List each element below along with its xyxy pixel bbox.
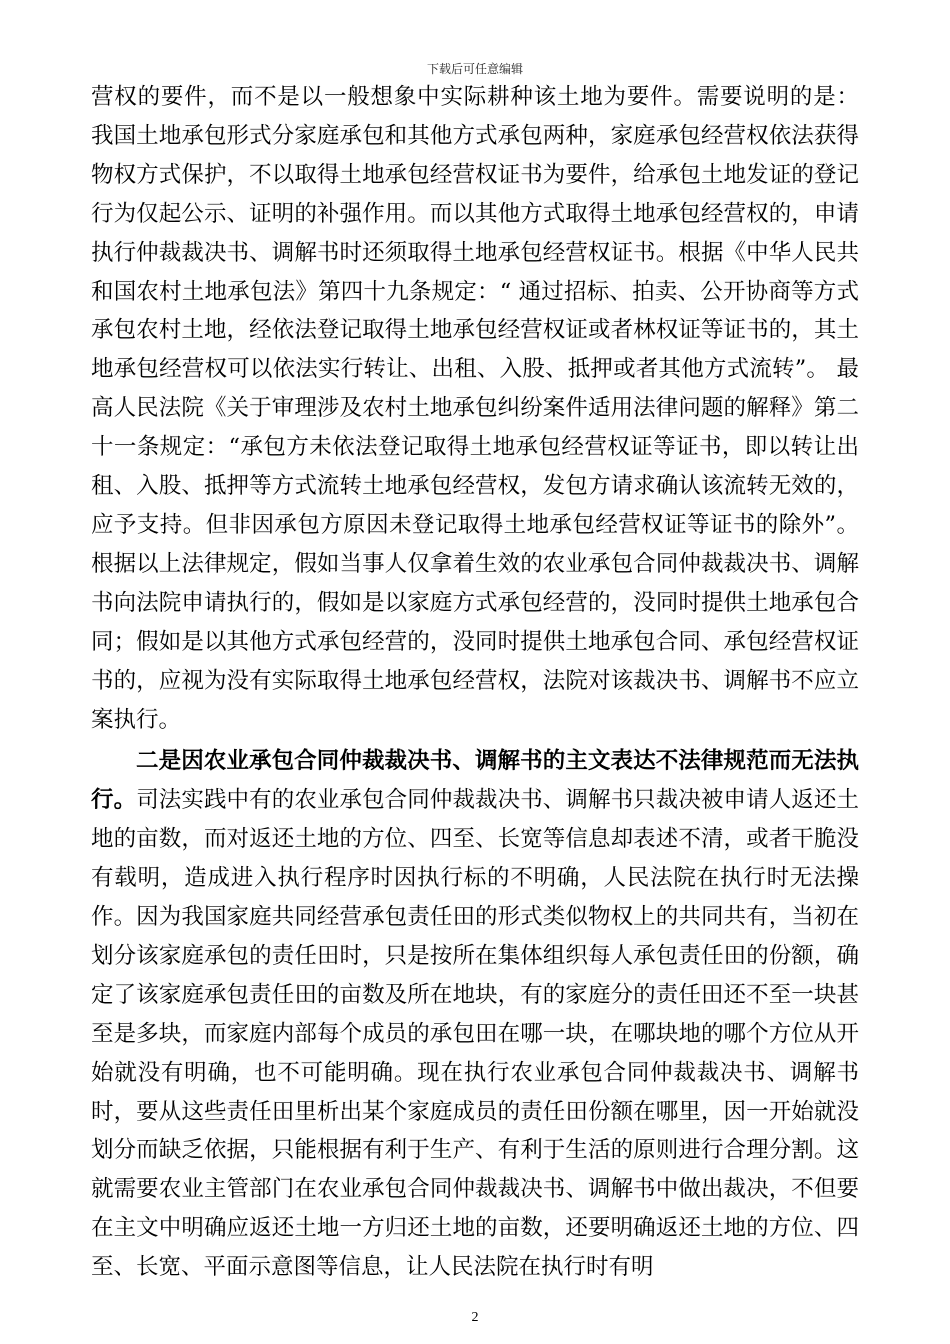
- paragraph-1: 营权的要件，而不是以一般想象中实际耕种该土地为要件。需要说明的是： 我国土地承包形式分家庭承包和其他方式承包两种，家庭承包经营权依法获得物权方式保护，不以取得土地承包经营权证书为要件，给承包土地发证的登记行为仅起公示、证明的补强作用。而以其他方式取得土地承包经营权的，申请执行仲裁裁决书、调解书时还须取得土地承包经营权证书。根据《中华人民共和国农村土地承包法》第四十九条规定：“ 通过招标、拍卖、公开协商等方式承包农村土地，经依法登记取得土地承包经营权证或者林权证等证书的，其土地承包经营权可以依法实行转让、出租、入股、抵押或者其他方式流转”。 最高人民法院《关于审理涉及农村土地承包纠纷案件适用法律问题的解释》第二十一条规定：“承包方未依法登记取得土地承包经营权证等证书，即以转让出租、入股、抵押等方式流转土地承包经营权，发包方请求确认该流转无效的，应予支持。但非因承包方原因未登记取得土地承包经营权证等证书的除外”。根据以上法律规定，假如当事人仅拿着生效的农业承包合同仲裁裁决书、调解书向法院申请执行的，假如是以家庭方式承包经营的，没同时提供土地承包合同；假如是以其他方式承包经营的，没同时提供土地承包合同、承包经营权证书的，应视为没有实际取得土地承包经营权，法院对该裁决书、调解书不应立案执行。: [91, 84, 860, 733]
- paragraph-2-text: 司法实践中有的农业承包合同仲裁裁决书、调解书只裁决被申请人返还土地的亩数，而对返还土地的方位、四至、长宽等信息却表述不清，或者干脆没有载明，造成进入执行程序时因执行标的不明确，人民法院在执行时无法操作。因为我国家庭共同经营承包责任田的形式类似物权上的共同共有，当初在划分该家庭承包的责任田时，只是按所在集体组织每人承包责任田的份额，确定了该家庭承包责任田的亩数及所在地块，有的家庭分的责任田还不至一块甚至是多块，而家庭内部每个成员的承包田在哪一块，在哪块地的哪个方位从开始就没有明确，也不可能明确。现在执行农业承包合同仲裁裁决书、调解书时，要从这些责任田里析出某个家庭成员的责任田份额在哪里，因一开始就没划分而缺乏依据，只能根据有利于生产、有利于生活的原则进行合理分割。这就需要农业主管部门在农业承包合同仲裁裁决书、调解书中做出裁决，不但要在主文中明确应返还土地一方归还土地的亩数，还要明确返还土地的方位、四至、长宽、平面示意图等信息，让人民法院在执行时有明: [91, 787, 859, 1281]
- paragraph-2: [91, 742, 859, 1287]
- document-body: [91, 78, 859, 1287]
- paragraph-2-heading: 二是因农业承包合同仲裁裁决书、调解书的主文表达不法律规范而无法执行。: [91, 748, 859, 814]
- page-number: 2: [471, 1310, 479, 1325]
- page-header: 下载后可任意编辑: [426, 62, 523, 76]
